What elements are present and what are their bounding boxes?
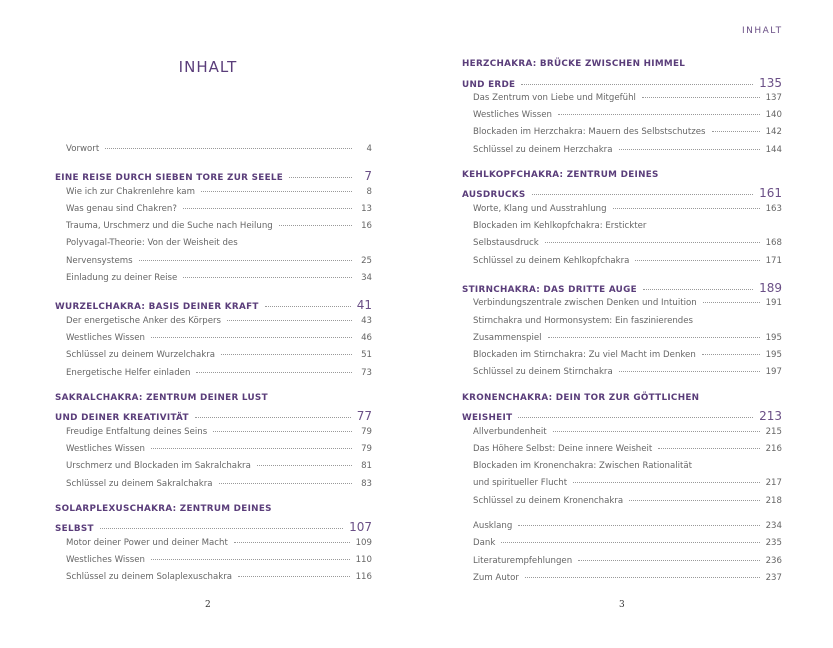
toc-entry[interactable] — [55, 144, 372, 161]
entry-title: Der energetische Anker des Körpers — [66, 315, 221, 326]
page-ref: 4 — [366, 144, 372, 154]
dot-leader — [151, 448, 352, 449]
page-ref: 107 — [349, 520, 372, 535]
toc-entry[interactable] — [55, 350, 372, 367]
entry-title: Schlüssel zu deinem Kehlkopfchakra — [473, 255, 630, 266]
page-ref: 217 — [765, 478, 782, 489]
toc-group — [462, 281, 782, 385]
toc-entry[interactable] — [462, 170, 782, 204]
toc-group — [462, 59, 782, 162]
dot-leader — [501, 542, 759, 543]
page-ref: 140 — [765, 110, 782, 121]
toc-entry[interactable] — [55, 368, 372, 385]
dot-leader — [525, 577, 760, 578]
dot-leader — [578, 560, 759, 561]
toc-entry[interactable] — [55, 187, 372, 204]
toc-entry[interactable] — [55, 444, 372, 461]
page-ref: 168 — [765, 238, 782, 249]
dot-leader — [521, 84, 753, 85]
entry-row — [462, 444, 782, 461]
entry-row — [462, 496, 782, 513]
page-ref: 8 — [366, 186, 372, 197]
toc-entry[interactable] — [462, 367, 782, 384]
section-title-line: KEHLKOPFCHAKRA: ZENTRUM DEINES — [462, 169, 659, 180]
entry-row — [462, 127, 782, 144]
entry-row — [462, 427, 782, 444]
toc-entry[interactable] — [462, 521, 782, 538]
dot-leader — [183, 208, 352, 209]
dot-leader — [289, 177, 352, 178]
toc-entry[interactable] — [55, 204, 372, 221]
dot-leader — [196, 372, 352, 373]
section-row — [462, 186, 782, 203]
page-ref: 110 — [355, 554, 372, 565]
toc-entry[interactable] — [462, 393, 782, 427]
entry-title: Wie ich zur Chakrenlehre kam — [66, 186, 195, 197]
entry-row — [462, 333, 782, 350]
entry-title: Das Zentrum von Liebe und Mitgefühl — [473, 92, 636, 103]
entry-title: Westliches Wissen — [66, 332, 145, 343]
entry-title: Schlüssel zu deinem Stirnchakra — [473, 367, 613, 378]
entry-row — [55, 187, 372, 204]
page-title: INHALT — [178, 58, 238, 76]
toc-entry[interactable] — [462, 556, 782, 573]
dot-leader — [279, 225, 352, 226]
toc-entry[interactable] — [55, 273, 372, 290]
page-ref: 34 — [361, 273, 372, 284]
page-ref: 79 — [361, 443, 372, 454]
toc-entry[interactable] — [462, 59, 782, 93]
toc-entry[interactable] — [462, 281, 782, 298]
section-row — [55, 409, 372, 426]
toc-entry[interactable] — [462, 127, 782, 144]
entry-row — [462, 573, 782, 590]
entry-title: Blockaden im Stirnchakra: Zu viel Macht im Denken — [473, 350, 696, 361]
entry-row — [462, 110, 782, 127]
page-ref: 43 — [361, 315, 372, 326]
entry-title: Westliches Wissen — [66, 443, 145, 454]
dot-leader — [234, 542, 350, 543]
page-ref: 46 — [361, 332, 372, 343]
section-title: WEISHEIT — [462, 413, 513, 424]
section-title-line: HERZCHAKRA: BRÜCKE ZWISCHEN HIMMEL — [462, 59, 686, 69]
page-ref: 144 — [765, 144, 782, 155]
dot-leader — [658, 448, 759, 449]
toc-entry[interactable] — [55, 461, 372, 478]
section-title: UND DEINER KREATIVITÄT — [55, 413, 189, 424]
entry-title: Westliches Wissen — [473, 110, 552, 121]
entry-title: Worte, Klang und Ausstrahlung — [473, 203, 607, 214]
toc-entry[interactable] — [55, 238, 372, 273]
dot-leader — [573, 482, 760, 483]
page-ref: 116 — [355, 572, 372, 583]
running-header: INHALT — [742, 26, 783, 36]
dot-leader — [553, 431, 760, 432]
entry-title: Was genau sind Chakren? — [66, 203, 177, 214]
entry-title: Schlüssel zu deinem Herzchakra — [473, 144, 613, 155]
toc-entry[interactable] — [55, 298, 372, 315]
section-title: WURZELCHAKRA: BASIS DEINER KRAFT — [55, 302, 259, 313]
page-ref: 191 — [765, 298, 782, 309]
dot-leader — [265, 306, 351, 307]
entry-row — [55, 427, 372, 444]
entry-title: Nervensystems — [66, 255, 133, 266]
dot-leader — [703, 302, 760, 303]
page-ref: 236 — [765, 555, 782, 566]
section-row — [55, 169, 372, 186]
page-ref: 25 — [361, 255, 372, 266]
entry-row — [55, 368, 372, 385]
entry-row — [462, 256, 782, 273]
toc-entry[interactable] — [55, 333, 372, 350]
toc-group — [462, 521, 782, 590]
page-ref: 51 — [361, 350, 372, 361]
entry-title: Vorwort — [66, 144, 100, 154]
entry-title: Das Höhere Selbst: Deine innere Weisheit — [473, 443, 653, 454]
entry-title-line: Polyvagal-Theorie: Von der Weisheit des — [66, 238, 238, 249]
dot-leader — [238, 576, 350, 577]
dot-leader — [712, 131, 760, 132]
toc-entry[interactable] — [462, 221, 782, 256]
dot-leader — [702, 354, 760, 355]
entry-row — [55, 555, 372, 572]
entry-title-line: Stirnchakra und Hormonsystem: Ein faszinierendes — [473, 315, 694, 326]
toc-entry[interactable] — [55, 538, 372, 555]
toc-entry[interactable] — [462, 110, 782, 127]
entry-title: Energetische Helfer einladen — [66, 367, 191, 378]
page-number: 2 — [205, 600, 211, 610]
entry-title: Trauma, Urschmerz und die Suche nach Heilung — [66, 221, 273, 232]
section-row — [462, 409, 782, 426]
right-page — [416, 0, 833, 648]
entry-title: Schlüssel zu deinem Kronenchakra — [473, 495, 624, 506]
page-ref: 235 — [765, 538, 782, 549]
section-title-line: SOLARPLEXUSCHAKRA: ZENTRUM DEINES — [55, 503, 272, 514]
page-ref: 13 — [361, 203, 372, 214]
entry-title: Blockaden im Herzchakra: Mauern des Selbstschutzes — [473, 127, 706, 138]
section-title-line: KRONENCHAKRA: DEIN TOR ZUR GÖTTLICHEN — [462, 392, 700, 403]
toc-entry[interactable] — [55, 427, 372, 444]
entry-row — [55, 461, 372, 478]
section-title-line: SAKRALCHAKRA: ZENTRUM DEINER LUST — [55, 392, 268, 403]
toc-entry[interactable] — [462, 93, 782, 110]
toc-entry[interactable] — [55, 221, 372, 238]
entry-title-line: Blockaden im Kronenchakra: Zwischen Rationalität — [473, 461, 693, 472]
page-ref: 234 — [765, 521, 782, 532]
page-ref: 81 — [361, 461, 372, 472]
entry-title: Westliches Wissen — [66, 554, 145, 565]
entry-row — [55, 221, 372, 238]
page-ref: 195 — [765, 332, 782, 343]
entry-title: Schlüssel zu deinem Sakralchakra — [66, 478, 213, 489]
toc-entry[interactable] — [462, 496, 782, 513]
dot-leader — [532, 194, 754, 195]
page-ref: 237 — [765, 572, 782, 583]
dot-leader — [257, 465, 352, 466]
toc-entry[interactable] — [55, 393, 372, 427]
dot-leader — [629, 500, 759, 501]
entry-title: Freudige Entfaltung deines Seins — [66, 426, 208, 437]
page-ref: 41 — [356, 298, 372, 313]
entry-title: Schlüssel zu deinem Wurzelchakra — [66, 350, 216, 361]
toc-group — [462, 393, 782, 513]
toc-entry[interactable] — [462, 145, 782, 162]
dot-leader — [642, 97, 760, 98]
entry-row — [462, 238, 782, 255]
entry-row — [55, 572, 372, 589]
dot-leader — [105, 148, 352, 149]
entry-row — [55, 144, 372, 161]
dot-leader — [635, 260, 759, 261]
page-ref: 79 — [361, 426, 372, 437]
toc-entry[interactable] — [55, 555, 372, 572]
page-ref: 216 — [765, 443, 782, 454]
page-ref: 142 — [765, 127, 782, 138]
entry-row — [55, 316, 372, 333]
dot-leader — [558, 114, 760, 115]
dot-leader — [201, 191, 352, 192]
dot-leader — [227, 320, 352, 321]
entry-title: Schlüssel zu deinem Solaplexuschakra — [66, 572, 233, 583]
entry-title: Motor deiner Power und deiner Macht — [66, 537, 228, 548]
dot-leader — [151, 559, 350, 560]
entry-title: Einladung zu deiner Reise — [66, 273, 178, 284]
toc-entry[interactable] — [462, 444, 782, 461]
dot-leader — [213, 431, 352, 432]
page-ref: 171 — [765, 255, 782, 266]
section-title: EINE REISE DURCH SIEBEN TORE ZUR SEELE — [55, 173, 284, 184]
entry-title: Dank — [473, 538, 496, 549]
dot-leader — [619, 149, 760, 150]
dot-leader — [151, 337, 352, 338]
toc-group — [55, 169, 372, 290]
dot-leader — [619, 371, 760, 372]
page-number: 3 — [619, 600, 625, 610]
entry-row — [55, 350, 372, 367]
dot-leader — [195, 417, 351, 418]
toc-group — [55, 504, 372, 590]
section-row — [462, 76, 782, 93]
toc-group — [462, 170, 782, 273]
entry-title: Urschmerz und Blockaden im Sakralchakra — [66, 461, 251, 472]
page-ref: 109 — [355, 537, 372, 548]
section-title: AUSDRUCKS — [462, 190, 526, 201]
dot-leader — [518, 525, 759, 526]
page-ref: 189 — [759, 280, 782, 295]
entry-title: Ausklang — [473, 521, 513, 532]
entry-title: Literaturempfehlungen — [473, 555, 573, 566]
entry-row — [55, 333, 372, 350]
dot-leader — [219, 483, 352, 484]
section-title: SELBST — [55, 524, 94, 535]
dot-leader — [139, 260, 352, 261]
entry-row — [55, 444, 372, 461]
toc-entry[interactable] — [462, 461, 782, 496]
entry-row — [55, 479, 372, 496]
dot-leader — [518, 417, 753, 418]
section-row — [55, 520, 372, 537]
entry-row — [462, 93, 782, 110]
section-title: UND ERDE — [462, 79, 516, 90]
dot-leader — [545, 242, 760, 243]
entry-row — [55, 538, 372, 555]
page-ref: 135 — [759, 75, 782, 90]
section-row — [462, 281, 782, 298]
entry-row — [462, 478, 782, 495]
page-ref: 218 — [765, 495, 782, 506]
toc-entry[interactable] — [55, 169, 372, 186]
toc-list — [55, 144, 372, 598]
entry-row — [462, 556, 782, 573]
entry-title: Allverbundenheit — [473, 426, 547, 437]
dot-leader — [613, 208, 760, 209]
toc-entry[interactable] — [462, 427, 782, 444]
page-ref: 215 — [765, 426, 782, 437]
toc-list — [462, 59, 782, 598]
left-page — [0, 0, 416, 648]
toc-group — [55, 298, 372, 384]
toc-group — [55, 393, 372, 496]
entry-title-line: Blockaden im Kehlkopfchakra: Erstickter — [473, 221, 647, 232]
entry-row — [462, 367, 782, 384]
entry-title: Zum Autor — [473, 572, 519, 583]
page-ref: 73 — [361, 367, 372, 378]
entry-title: und spiritueller Flucht — [473, 478, 568, 489]
entry-title: Selbstausdruck — [473, 238, 539, 249]
page-ref: 213 — [759, 409, 782, 424]
entry-row — [55, 273, 372, 290]
page-ref: 197 — [765, 367, 782, 378]
entry-row — [462, 521, 782, 538]
entry-row — [462, 298, 782, 315]
toc-group — [55, 144, 372, 161]
entry-row — [462, 538, 782, 555]
page-ref: 77 — [356, 409, 372, 424]
entry-row — [55, 256, 372, 273]
page-ref: 163 — [765, 203, 782, 214]
dot-leader — [100, 528, 343, 529]
dot-leader — [643, 289, 753, 290]
dot-leader — [183, 277, 352, 278]
page-ref: 137 — [765, 92, 782, 103]
toc-entry[interactable] — [55, 504, 372, 538]
toc-entry[interactable] — [462, 538, 782, 555]
page-ref: 161 — [759, 186, 782, 201]
toc-entry[interactable] — [462, 350, 782, 367]
entry-row — [462, 350, 782, 367]
entry-title: Zusammenspiel — [473, 332, 542, 343]
entry-row — [55, 204, 372, 221]
page-ref: 16 — [361, 221, 372, 232]
toc-entry[interactable] — [55, 479, 372, 496]
toc-entry[interactable] — [462, 204, 782, 221]
entry-row — [462, 145, 782, 162]
section-row — [55, 298, 372, 315]
toc-entry[interactable] — [55, 572, 372, 589]
section-title: STIRNCHAKRA: DAS DRITTE AUGE — [462, 284, 637, 295]
entry-title: Verbindungszentrale zwischen Denken und Intuition — [473, 298, 697, 309]
toc-entry[interactable] — [462, 298, 782, 315]
dot-leader — [548, 337, 760, 338]
toc-entry[interactable] — [462, 573, 782, 590]
dot-leader — [221, 354, 352, 355]
toc-entry[interactable] — [462, 316, 782, 351]
page-ref: 7 — [364, 169, 372, 184]
toc-entry[interactable] — [462, 256, 782, 273]
page-ref: 195 — [765, 350, 782, 361]
toc-entry[interactable] — [55, 316, 372, 333]
page-ref: 83 — [361, 478, 372, 489]
entry-row — [462, 204, 782, 221]
